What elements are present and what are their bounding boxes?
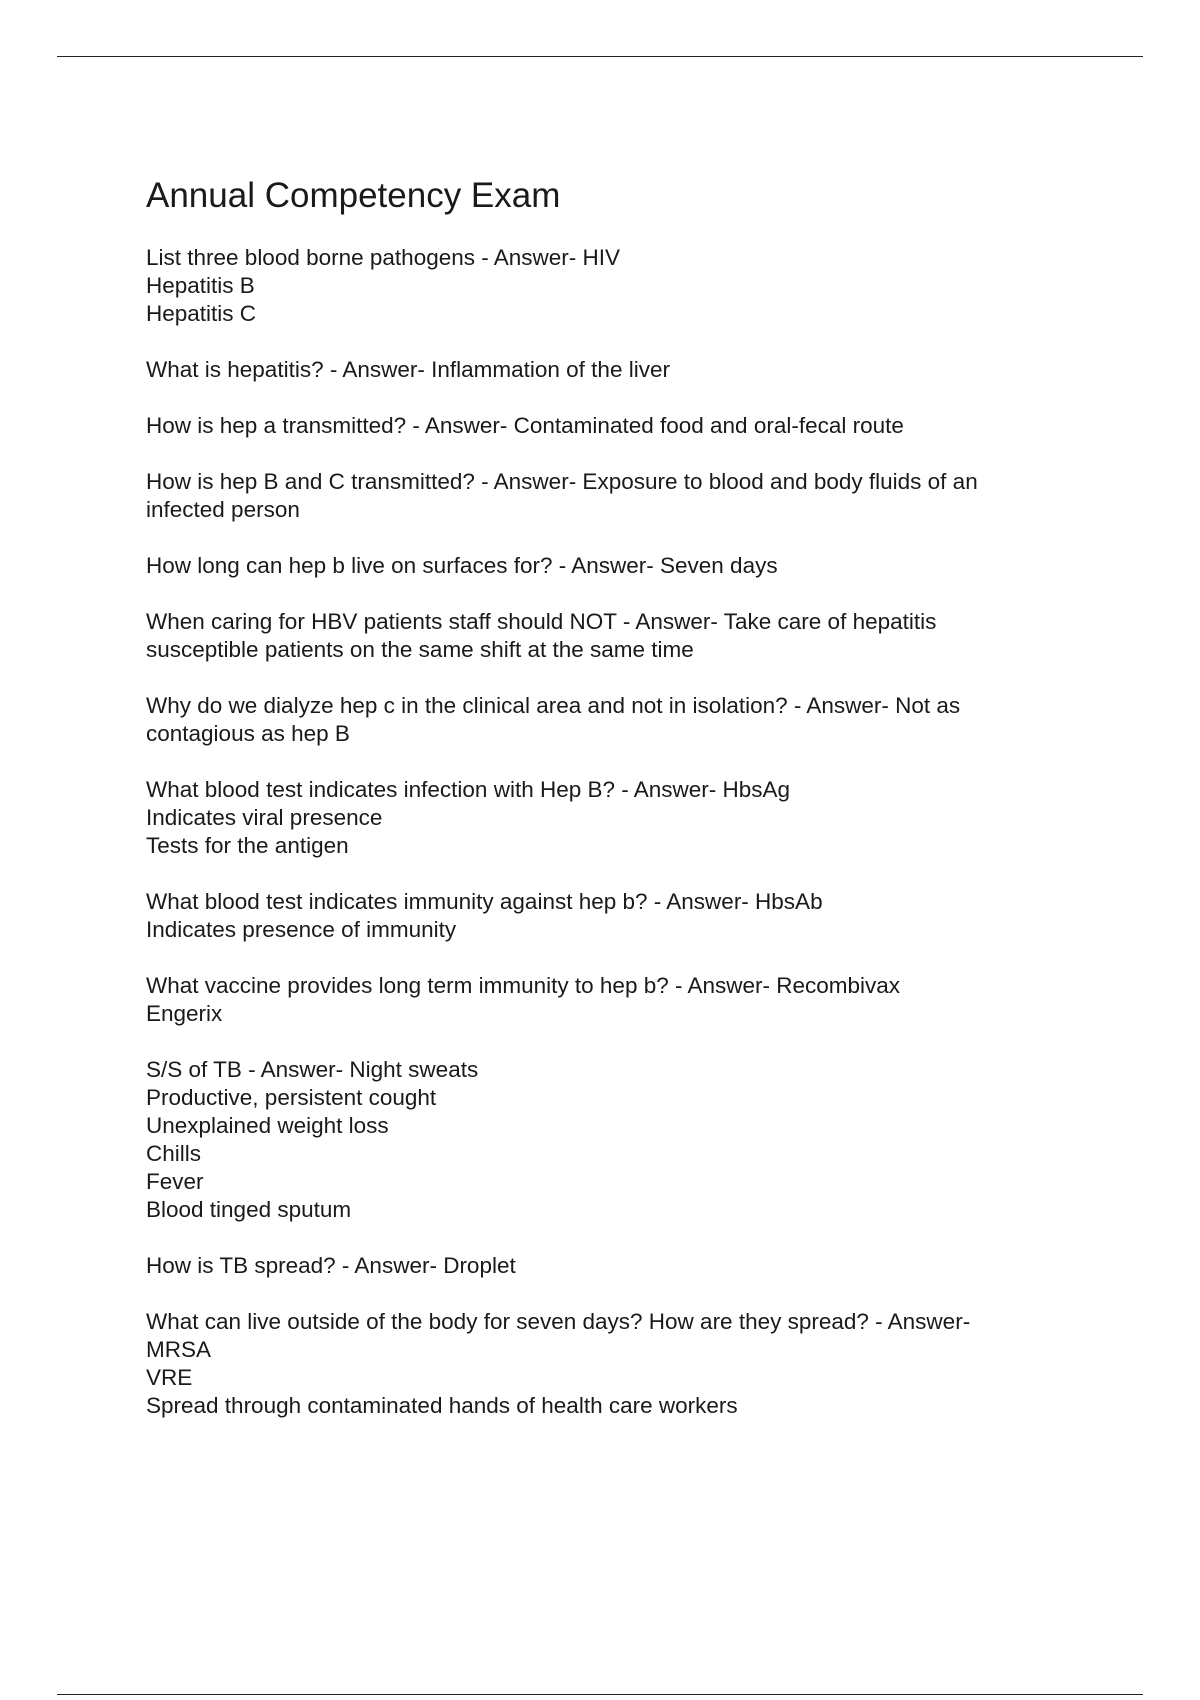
- qa-item: [146, 1308, 1066, 1420]
- qa-answer-line: MRSA: [146, 1337, 212, 1362]
- qa-item: [146, 1056, 1066, 1224]
- top-divider: [57, 56, 1143, 57]
- qa-answer-line: Fever: [146, 1169, 204, 1194]
- qa-item: [146, 692, 1066, 748]
- page-title: Annual Competency Exam: [146, 176, 561, 215]
- qa-answer-line: infected person: [146, 497, 300, 522]
- qa-answer-line: Hepatitis B: [146, 273, 255, 298]
- qa-answer-line: Unexplained weight loss: [146, 1113, 389, 1138]
- qa-item: [146, 412, 1066, 440]
- qa-question-line: What can live outside of the body for seven days? How are they spread? - Answer-: [146, 1309, 971, 1334]
- qa-question-line: How is hep a transmitted? - Answer- Contaminated food and oral-fecal route: [146, 413, 904, 438]
- qa-item: [146, 972, 1066, 1028]
- qa-question-line: What blood test indicates immunity against hep b? - Answer- HbsAb: [146, 889, 823, 914]
- qa-question-line: When caring for HBV patients staff should NOT - Answer- Take care of hepatitis: [146, 609, 937, 634]
- qa-answer-line: Blood tinged sputum: [146, 1197, 352, 1222]
- qa-answer-line: Chills: [146, 1141, 202, 1166]
- qa-answer-line: contagious as hep B: [146, 721, 350, 746]
- qa-question-line: How long can hep b live on surfaces for? - Answer- Seven days: [146, 553, 778, 578]
- qa-item: [146, 244, 1066, 328]
- qa-question-line: List three blood borne pathogens - Answer- HIV: [146, 245, 621, 270]
- qa-answer-line: Engerix: [146, 1001, 223, 1026]
- qa-item: [146, 608, 1066, 664]
- qa-question-line: What vaccine provides long term immunity to hep b? - Answer- Recombivax: [146, 973, 901, 998]
- qa-item: [146, 776, 1066, 860]
- qa-item: [146, 356, 1066, 384]
- qa-answer-line: susceptible patients on the same shift at the same time: [146, 637, 694, 662]
- qa-question-line: What blood test indicates infection with Hep B? - Answer- HbsAg: [146, 777, 791, 802]
- qa-item: [146, 552, 1066, 580]
- qa-item: [146, 1252, 1066, 1280]
- document-body: [146, 170, 1066, 1448]
- qa-answer-line: Tests for the antigen: [146, 833, 349, 858]
- qa-answer-line: Indicates viral presence: [146, 805, 383, 830]
- qa-question-line: S/S of TB - Answer- Night sweats: [146, 1057, 479, 1082]
- qa-question-line: How is hep B and C transmitted? - Answer- Exposure to blood and body fluids of an: [146, 469, 978, 494]
- qa-item: [146, 888, 1066, 944]
- qa-question-line: Why do we dialyze hep c in the clinical area and not in isolation? - Answer- Not as: [146, 693, 961, 718]
- qa-answer-line: Spread through contaminated hands of health care workers: [146, 1393, 738, 1418]
- qa-answer-line: Productive, persistent cought: [146, 1085, 437, 1110]
- qa-item: [146, 468, 1066, 524]
- qa-answer-line: VRE: [146, 1365, 193, 1390]
- qa-question-line: How is TB spread? - Answer- Droplet: [146, 1253, 516, 1278]
- bottom-divider: [57, 1694, 1143, 1695]
- qa-answer-line: Indicates presence of immunity: [146, 917, 457, 942]
- qa-list: [146, 244, 1066, 1420]
- qa-question-line: What is hepatitis? - Answer- Inflammation of the liver: [146, 357, 670, 382]
- qa-answer-line: Hepatitis C: [146, 301, 257, 326]
